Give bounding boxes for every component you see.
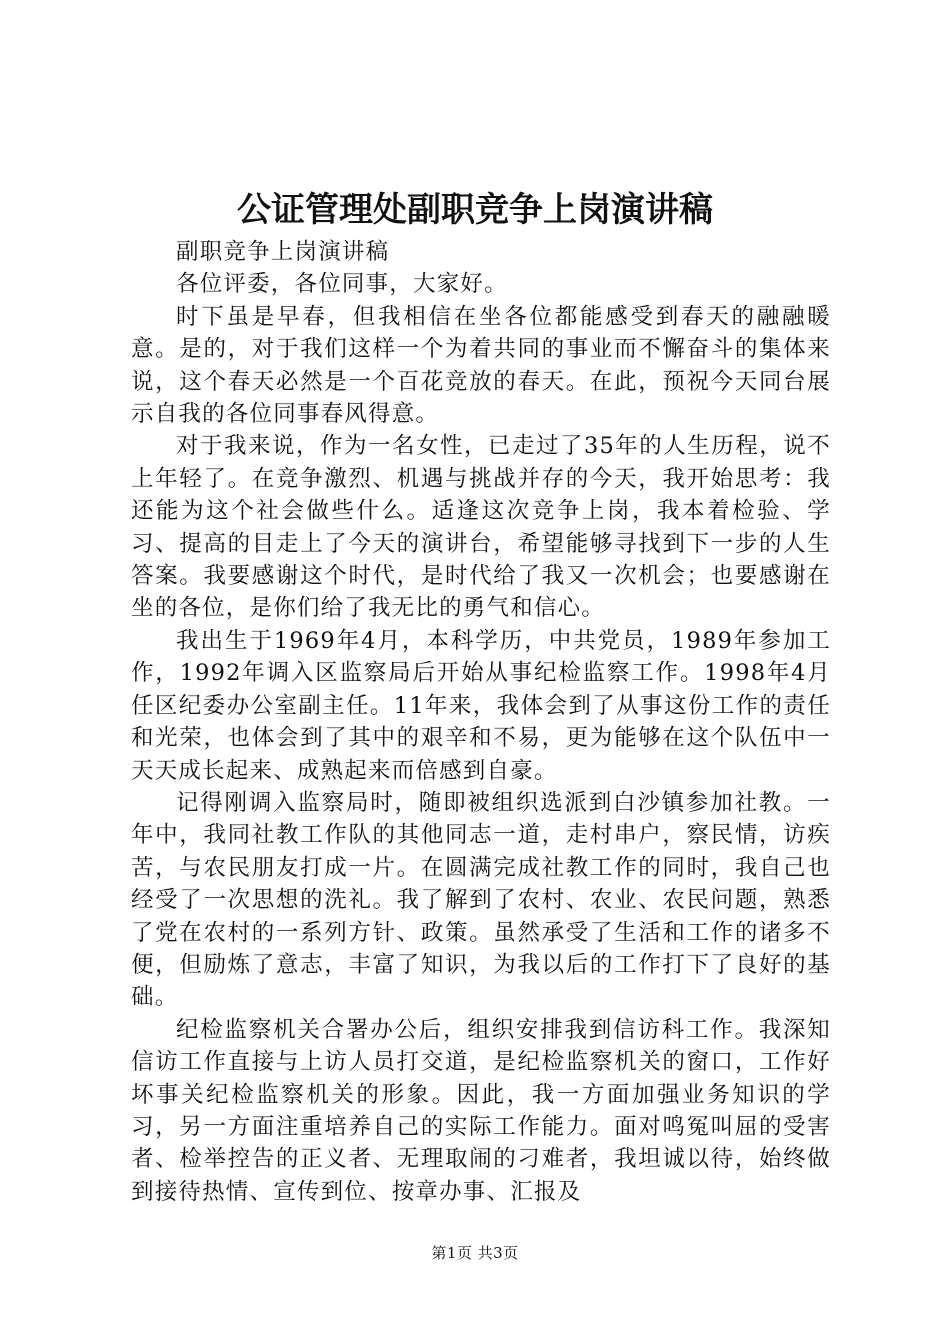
page-footer: 第1页 共3页: [431, 1244, 519, 1262]
paragraph: 各位评委，各位同事，大家好。: [176, 271, 508, 298]
paragraph: 副职竞争上岗演讲稿: [176, 239, 390, 265]
document-body: [131, 236, 831, 1208]
paragraph: 记得刚调入监察局时，随即被组织选派到白沙镇参加社教。一年中，我同社教工作队的其他同志一道，走村串户，察民情，访疾苦，与农民朋友打成一片。在圆满完成社教工作的同时，我自己也经受了一次思想的洗礼。我了解到了农村、农业、农民问题，熟悉了党在农村的一系列方针、政策。虽然承受了生活和工作的诸多不便，但励炼了意志，丰富了知识，为我以后的工作打下了良好的基础。: [131, 789, 831, 1011]
paragraph: 对于我来说，作为一名女性，已走过了35年的人生历程，说不上年轻了。在竞争激烈、机遇与挑战并存的今天，我开始思考：我还能为这个社会做些什么。适逢这次竞争上岗，我本着检验、学习、提高的目走上了今天的演讲台，希望能够寻找到下一步的人生答案。我要感谢这个时代，是时代给了我又一次机会；也要感谢在坐的各位，是你们给了我无比的勇气和信心。: [131, 433, 831, 622]
paragraph: 我出生于1969年4月，本科学历，中共党员，1989年参加工作，1992年调入区监察局后开始从事纪检监察工作。1998年4月任区纪委办公室副主任。11年来，我体会到了从事这份工作的责任和光荣，也体会到了其中的艰辛和不易，更为能够在这个队伍中一天天成长起来、成熟起来而倍感到自豪。: [131, 627, 831, 784]
document-title: 公证管理处副职竞争上岗演讲稿: [237, 190, 713, 230]
paragraph: 时下虽是早春，但我相信在坐各位都能感受到春天的融融暖意。是的，对于我们这样一个为着共同的事业而不懈奋斗的集体来说，这个春天必然是一个百花竞放的春天。在此，预祝今天同台展示自我的各位同事春风得意。: [131, 303, 831, 428]
paragraph: 纪检监察机关合署办公后，组织安排我到信访科工作。我深知信访工作直接与上访人员打交道，是纪检监察机关的窗口，工作好坏事关纪检监察机关的形象。因此，我一方面加强业务知识的学习，另一方面注重培养自己的实际工作能力。面对鸣冤叫屈的受害者、检举控告的正义者、无理取闹的刁难者，我坦诚以待，始终做到接待热情、宣传到位、按章办事、汇报及: [131, 1016, 831, 1205]
